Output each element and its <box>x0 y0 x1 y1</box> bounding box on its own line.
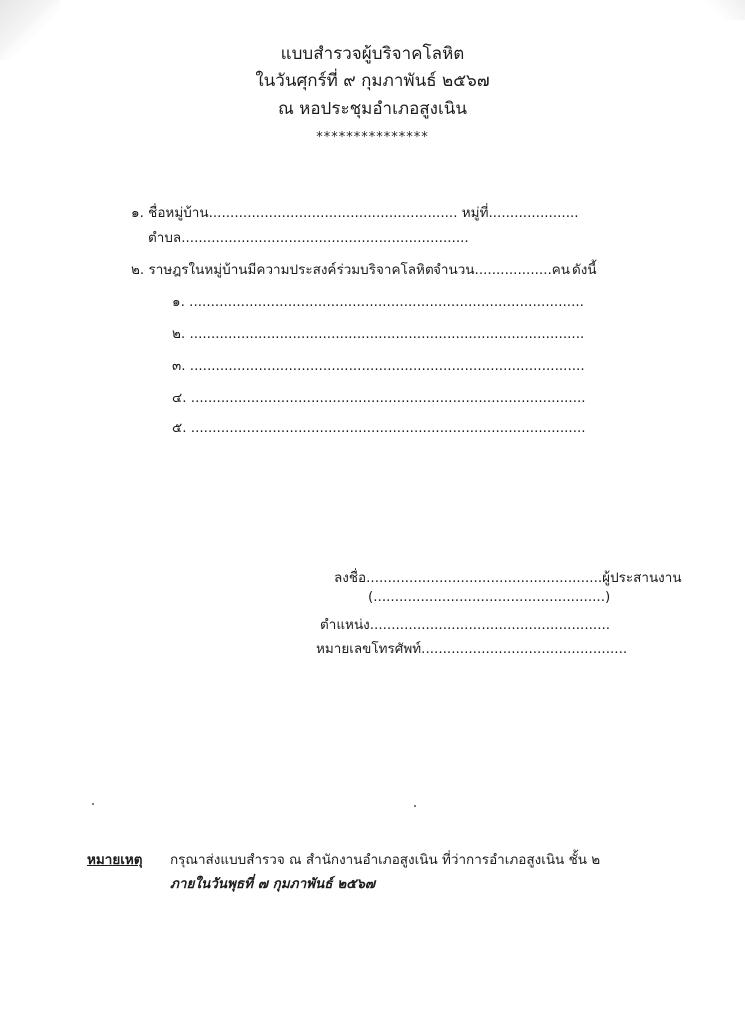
subdistrict-field[interactable]: ตำบล................................................................... <box>148 230 469 246</box>
note-text: กรุณาส่งแบบสำรวจ ณ สำนักงานอำเภอสูงเนิน ที่ว่าการอำเภอสูงเนิน ชั้น ๒ <box>170 852 601 868</box>
donor-line-3[interactable]: ๓. ............................................................................................ <box>172 358 585 374</box>
phone-line[interactable]: หมายเลขโทรศัพท์................................................ <box>316 641 628 657</box>
residents-label: ๒. ราษฎรในหมู่บ้านมีความประสงค์ร่วมบริจาคโลหิต <box>131 262 434 278</box>
position-line[interactable]: ตำแหน่ง........................................................ <box>320 617 611 633</box>
event-place: ณ หอประชุมอำเภอสูงเนิน <box>277 99 468 119</box>
scan-speck <box>414 805 416 807</box>
donor-line-5[interactable]: ๕. ............................................................................................ <box>172 420 586 436</box>
printed-name-line[interactable]: (......................................................) <box>368 589 611 605</box>
form-title: แบบสำรวจผู้บริจาคโลหิต <box>280 44 465 64</box>
village-name-field[interactable]: ๑. ชื่อหมู่บ้าน.......................................................... หมู่ที่..................... <box>131 205 579 221</box>
note-deadline: ภายในวันพุธที่ ๗ กุมภาพันธ์ ๒๕๖๗ <box>170 876 376 892</box>
event-date: ในวันศุกร์ที่ ๙ กุมภาพันธ์ ๒๕๖๗ <box>255 71 490 91</box>
note-label: หมายเหตุ <box>87 852 143 868</box>
count-field[interactable]: จำนวน..................คน <box>433 262 571 278</box>
donor-line-1[interactable]: ๑. ............................................................................................ <box>172 294 584 310</box>
signature-line[interactable]: ลงชื่อ.......................................................ผู้ประสานงาน <box>334 570 682 586</box>
scan-shadow-right <box>705 0 745 20</box>
donor-line-4[interactable]: ๔. ............................................................................................ <box>172 390 586 406</box>
as-follows-label: ดังนี้ <box>572 262 597 278</box>
scan-speck <box>92 803 94 805</box>
donor-line-2[interactable]: ๒. ............................................................................................ <box>172 326 585 342</box>
star-separator: *************** <box>316 130 429 145</box>
